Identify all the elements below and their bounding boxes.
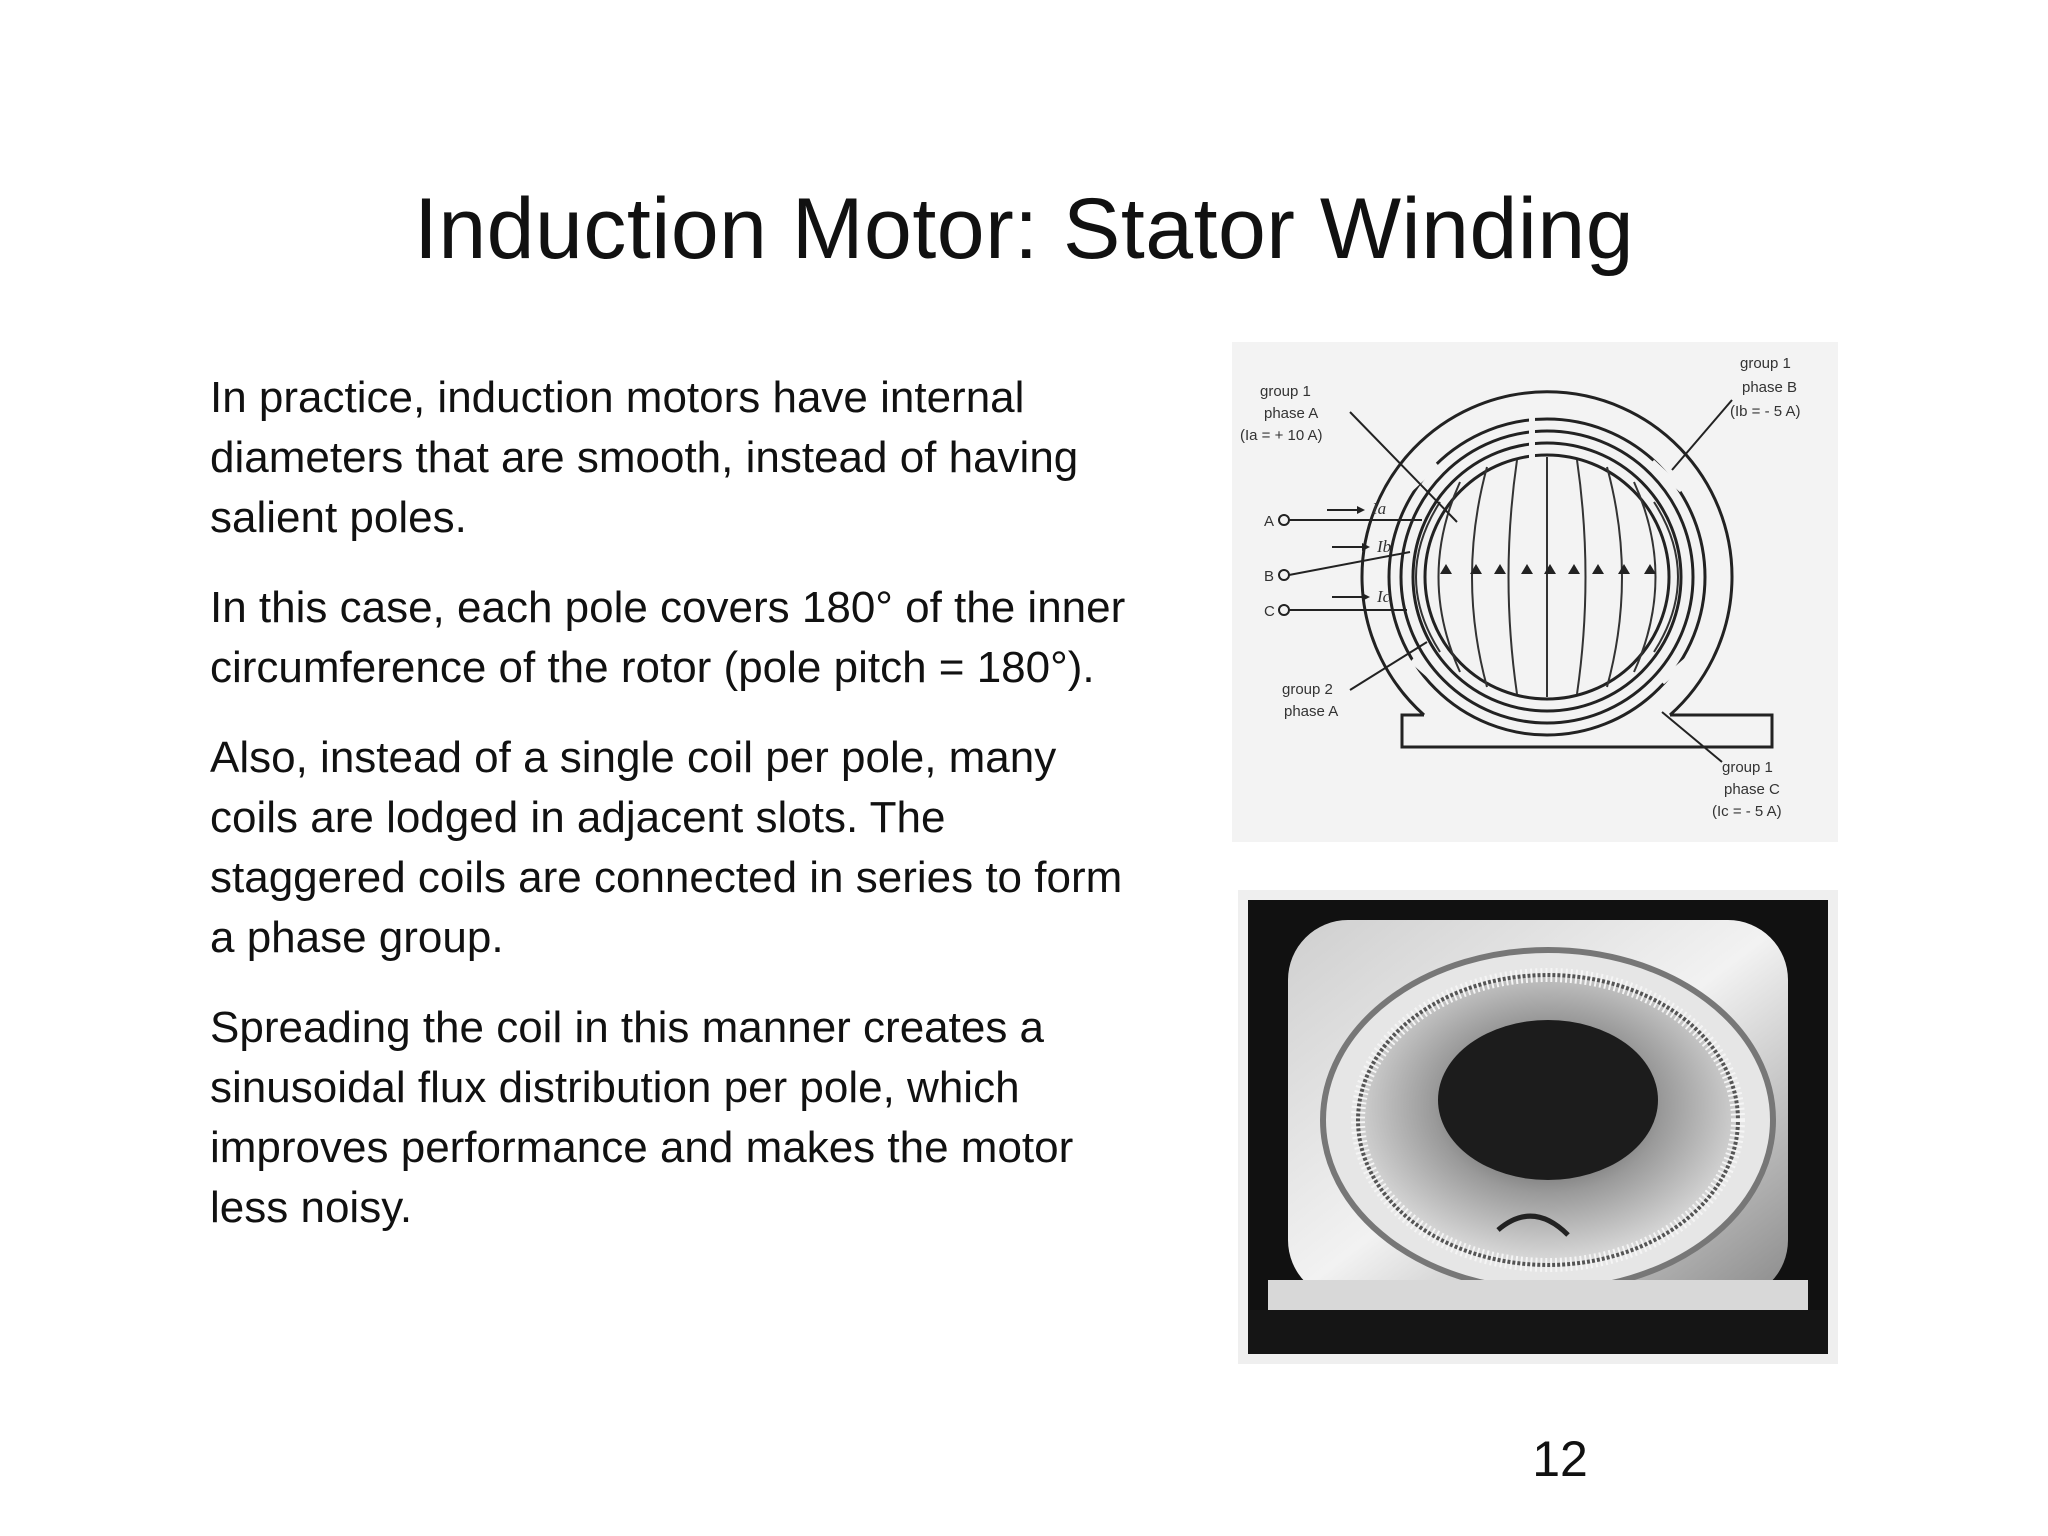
stator-photo-svg (1248, 900, 1828, 1354)
label-current-Ic: Ic (1377, 587, 1391, 606)
label-group1-phaseA-line2: phase A (1264, 405, 1319, 422)
label-terminal-A: A (1264, 513, 1275, 530)
stator-winding-diagram (1232, 342, 1838, 842)
label-group1-phaseB-line1: group 1 (1740, 355, 1791, 372)
label-terminal-B: B (1264, 568, 1275, 585)
label-group1-phaseA-current: (Ia = + 10 A) (1240, 427, 1323, 444)
paragraph-phase-group: Also, instead of a single coil per pole, many coils are lodged in adjacent slots. The staggered coils are connected in series to form a phase group. (210, 733, 1123, 962)
label-group1-phaseC-line1: group 1 (1722, 759, 1773, 776)
label-terminal-C: C (1264, 603, 1275, 620)
body-text (210, 368, 1150, 1268)
page-number: 12 (1532, 1431, 1588, 1487)
label-group1-phaseB-line2: phase B (1742, 379, 1798, 396)
label-group1-phaseB-current: (Ib = - 5 A) (1730, 403, 1801, 420)
label-group1-phaseC-line2: phase C (1724, 781, 1780, 798)
slide-title: Induction Motor: Stator Winding (413, 181, 1635, 277)
paragraph-pole-pitch: In this case, each pole covers 180° of the inner circumference of the rotor (pole pitch = 180°). (210, 583, 1126, 692)
label-group2-phaseA-line1: group 2 (1282, 681, 1333, 698)
stator-diagram-svg (1232, 342, 1838, 842)
label-current-Ib: Ib (1377, 537, 1392, 556)
paragraph-sinusoidal-flux: Spreading the coil in this manner creates a sinusoidal flux distribution per pole, which improves performance and makes the motor less noisy. (210, 1003, 1074, 1232)
stator-photo (1238, 890, 1838, 1364)
paragraph-smooth-diameters: In practice, induction motors have internal diameters that are smooth, instead of having salient poles. (210, 373, 1079, 542)
label-group1-phaseA-line1: group 1 (1260, 383, 1311, 400)
label-group2-phaseA-line2: phase A (1284, 703, 1339, 720)
label-group1-phaseC-current: (Ic = - 5 A) (1712, 803, 1782, 820)
label-current-Ia: Ia (1372, 499, 1387, 518)
